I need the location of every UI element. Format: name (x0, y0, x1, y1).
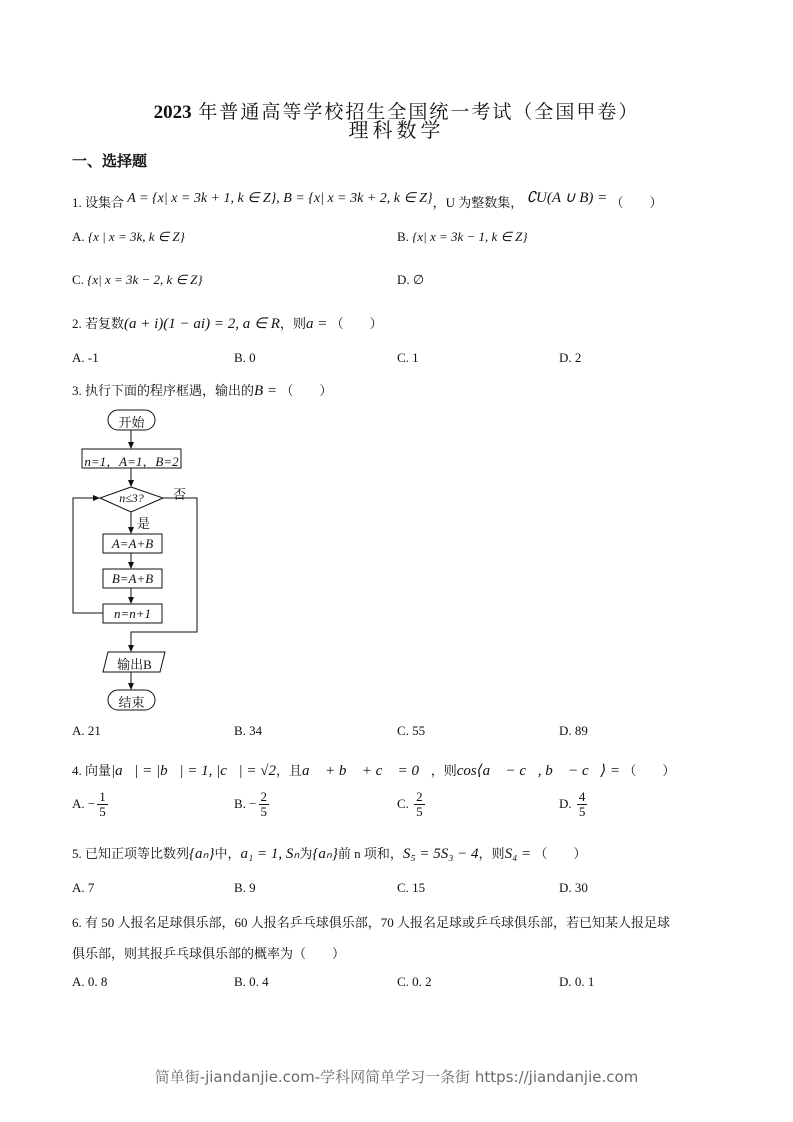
option-label: B. (397, 229, 409, 244)
section-heading: 一、选择题 (72, 152, 148, 170)
answer-blank: （ ） (610, 195, 663, 210)
option-text: 30 (574, 880, 588, 895)
fraction (97, 790, 108, 818)
option-label: C. (397, 796, 409, 812)
question-text: ，则 (279, 316, 306, 331)
question-text: 设集合 (85, 195, 125, 210)
fraction (577, 790, 588, 818)
option-c[interactable] (397, 790, 425, 818)
flowchart-yes-label: 是 (137, 516, 151, 531)
option-label: C. (397, 974, 409, 989)
question-number: 5. (72, 846, 82, 861)
option-text: 15 (412, 880, 426, 895)
math-expression: a₁ = 1, Sₙ (240, 846, 300, 862)
question-text: 为 (299, 846, 313, 861)
option-d[interactable] (559, 723, 588, 739)
question-4 (72, 760, 675, 780)
option-text: 7 (87, 880, 95, 895)
option-a[interactable] (72, 880, 94, 896)
answer-blank: （ ） (534, 846, 587, 861)
option-text: 0. 8 (87, 974, 108, 989)
option-sign: − (87, 796, 96, 812)
option-label: C. (397, 350, 409, 365)
option-label: A. (72, 796, 85, 812)
answer-blank: （ ） (330, 316, 383, 331)
flowchart-step3-label: n=n+1 (113, 606, 152, 621)
numerator: 2 (416, 789, 423, 804)
option-b[interactable] (234, 880, 256, 896)
option-b[interactable] (234, 723, 262, 739)
option-text: 0. 4 (249, 974, 269, 989)
question-text: ，则 (478, 846, 505, 861)
exam-subtitle: 理科数学 (348, 120, 445, 142)
question-text: ，且 (276, 763, 303, 778)
option-label: C. (397, 880, 409, 895)
math-expression: a = (305, 316, 328, 332)
question-number: 6. (72, 915, 82, 930)
option-text: 9 (249, 880, 256, 895)
question-5 (72, 843, 586, 863)
option-label: A. (72, 880, 85, 895)
flowchart-no-label: 否 (173, 487, 187, 502)
option-label: B. (234, 796, 246, 812)
option-text: -1 (87, 350, 99, 365)
option-c[interactable] (397, 723, 425, 739)
option-label: A. (72, 723, 85, 738)
flowchart-end-label: 结束 (118, 695, 145, 710)
math-expression: {aₙ} (189, 846, 215, 862)
numerator: 4 (578, 789, 586, 804)
numerator: 2 (260, 789, 268, 804)
math-expression: B = (254, 383, 278, 399)
option-label: A. (72, 974, 85, 989)
question-text: 中， (214, 846, 241, 861)
option-text: 1 (412, 350, 419, 365)
option-label: D. (559, 796, 572, 812)
question-text: 若复数 (85, 316, 125, 331)
option-text: 0 (249, 350, 256, 365)
question-text: 执行下面的程序框遇，输出的 (85, 383, 255, 398)
question-text: 已知正项等比数列 (85, 846, 190, 861)
math-expression: S₅ = 5S₃ − 4 (402, 846, 479, 862)
option-label: D. (397, 272, 410, 287)
option-text: 55 (412, 723, 426, 738)
option-d[interactable] (559, 880, 588, 896)
math-expression: a⃗ + b⃗ + c⃗ = 0⃗ (302, 763, 431, 779)
option-text: 0. 2 (412, 974, 432, 989)
option-text: 89 (574, 723, 588, 738)
option-label: B. (234, 974, 246, 989)
flowchart-start-label: 开始 (118, 415, 145, 430)
question-6-continued: 俱乐部，则其报乒乓球俱乐部的概率为（ ） (72, 946, 346, 961)
fraction (259, 790, 270, 818)
question-6 (72, 912, 670, 931)
option-label: D. (559, 974, 572, 989)
option-sign: − (249, 796, 257, 812)
option-label: B. (234, 723, 246, 738)
option-a[interactable] (72, 723, 101, 739)
option-label: B. (234, 880, 246, 895)
option-text: ∅ (412, 272, 425, 287)
option-d[interactable] (559, 790, 587, 818)
math-expression: {aₙ} (312, 846, 338, 862)
option-text: {x | x = 3k, k ∈ Z} (87, 229, 185, 244)
question-text: 前 n 项和， (337, 846, 403, 861)
option-b[interactable] (234, 790, 269, 818)
question-text: 向量 (85, 763, 112, 778)
exam-title-year: 2023 (153, 102, 192, 123)
question-text: 有 50 人报名足球俱乐部，60 人报名乒乓球俱乐部，70 人报名足球或乒乓球俱乐部，若已知某人报足球 (85, 915, 671, 930)
question-text: ，U 为整数集， (432, 195, 524, 210)
math-expression: A = {x| x = 3k + 1, k ∈ Z}, B = {x| x = 3k + 2, k ∈ Z} (127, 191, 433, 206)
question-number: 1. (72, 195, 82, 210)
option-a[interactable] (72, 974, 107, 990)
footer-watermark: 简单街-jiandanjie.com-学科网简单学习一条街 https://jiandanjie.com (154, 1068, 639, 1086)
question-number: 2. (72, 316, 82, 331)
question-number: 3. (72, 383, 82, 398)
math-expression: ∁U(A ∪ B) = (526, 190, 608, 206)
exam-title-text: 年普通高等学校招生全国统一考试（全国甲卷） (191, 102, 640, 123)
option-text: 2 (574, 350, 582, 365)
option-label: B. (234, 350, 246, 365)
question-text: ，则 (430, 763, 457, 778)
fraction (414, 790, 425, 818)
denominator: 5 (260, 803, 268, 819)
math-expression: S₄ = (504, 846, 532, 862)
option-label: D. (559, 880, 572, 895)
flowchart-output-label: 输出B (117, 657, 152, 672)
flowchart-step2-label: B=A+B (111, 571, 154, 586)
option-label: C. (72, 272, 84, 287)
option-label: A. (72, 229, 85, 244)
flowchart-init-label: n=1，A=1，B=2 (84, 454, 179, 469)
denominator: 5 (578, 803, 586, 819)
option-c[interactable] (397, 880, 425, 896)
answer-blank: （ ） (280, 383, 333, 398)
option-text: 34 (249, 723, 263, 738)
option-text: {x| x = 3k − 2, k ∈ Z} (87, 272, 203, 287)
answer-blank: （ ） (623, 763, 676, 778)
flowchart-condition-label: n≤3? (119, 491, 144, 505)
option-text: {x| x = 3k − 1, k ∈ Z} (412, 229, 528, 244)
option-d[interactable] (559, 974, 594, 990)
math-expression: cos⟨a⃗ − c⃗, b⃗ − c⃗⟩ = (456, 763, 621, 779)
denominator: 5 (416, 803, 423, 819)
option-text: 0. 1 (574, 974, 595, 989)
option-a[interactable] (72, 790, 108, 818)
numerator: 1 (99, 789, 106, 804)
math-expression: (a + i)(1 − ai) = 2, a ∈ R (124, 316, 280, 332)
math-expression: |a⃗| = |b⃗| = 1, |c⃗| = √2 (111, 763, 277, 779)
option-label: D. (559, 723, 572, 738)
question-number: 4. (72, 763, 82, 778)
denominator: 5 (99, 803, 106, 819)
option-c[interactable] (397, 974, 432, 990)
option-label: A. (72, 350, 85, 365)
option-text: 21 (87, 723, 101, 738)
option-b[interactable] (234, 974, 269, 990)
option-label: D. (559, 350, 572, 365)
option-label: C. (397, 723, 409, 738)
flowchart-step1-label: A=A+B (111, 536, 154, 551)
